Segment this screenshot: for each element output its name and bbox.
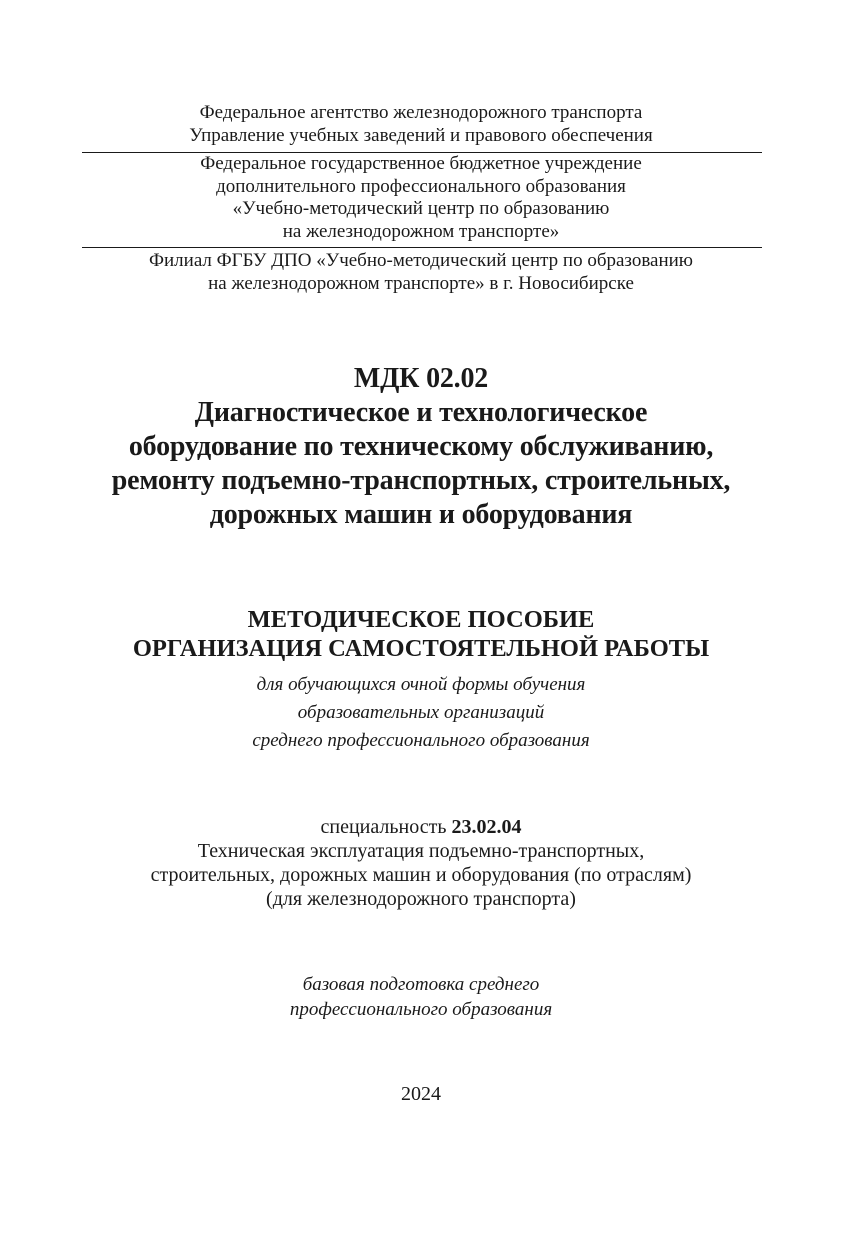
specialty-code: 23.02.04 (451, 816, 522, 838)
specialty-label: специальность (320, 816, 452, 838)
institution-line: «Учебно-методический центр по образованию (232, 198, 610, 219)
specialty-line: Техническая эксплуатация подъемно-транспортных, (197, 840, 645, 862)
title-line: Диагностическое и технологическое (194, 397, 648, 428)
agency-header (80, 102, 762, 147)
subtitle-line: МЕТОДИЧЕСКОЕ ПОСОБИЕ (247, 606, 595, 633)
specialty (60, 815, 782, 911)
agency-line: Управление учебных заведений и правового обеспечения (189, 124, 653, 146)
year-text: 2024 (401, 1083, 441, 1105)
document-subtitle (60, 605, 782, 663)
agency-line: Федеральное агентство железнодорожного транспорта (199, 102, 643, 123)
institution-line: Федеральное государственное бюджетное учреждение (200, 153, 642, 174)
audience-line: для обучающихся очной формы обучения (256, 674, 586, 695)
document-title (60, 362, 782, 532)
branch-header (80, 250, 762, 295)
audience-line: среднего профессионального образования (252, 730, 590, 751)
publication-year (80, 1082, 762, 1106)
audience (80, 671, 762, 755)
title-line: оборудование по техническому обслуживанию, (128, 431, 714, 462)
specialty-line: строительных, дорожных машин и оборудования (по отраслям) (150, 864, 692, 886)
header-divider (82, 247, 762, 248)
subtitle-line: ОРГАНИЗАЦИЯ САМОСТОЯТЕЛЬНОЙ РАБОТЫ (132, 635, 710, 662)
title-line: дорожных машин и оборудования (209, 499, 633, 530)
branch-line: на железнодорожном транспорте» в г. Новосибирске (208, 272, 634, 294)
specialty-code-line (60, 815, 782, 839)
training-level (80, 972, 762, 1022)
branch-line: Филиал ФГБУ ДПО «Учебно-методический центр по образованию (148, 250, 693, 271)
institution-header (80, 153, 762, 243)
title-line: ремонту подъемно-транспортных, строительных, (111, 465, 731, 496)
level-line: профессионального образования (289, 999, 553, 1020)
level-line: базовая подготовка среднего (302, 974, 540, 995)
institution-line: дополнительного профессионального образования (216, 175, 626, 197)
audience-line: образовательных организаций (297, 702, 545, 723)
specialty-line: (для железнодорожного транспорта) (266, 888, 576, 910)
course-code: МДК 02.02 (353, 363, 489, 394)
institution-line: на железнодорожном транспорте» (282, 220, 560, 242)
